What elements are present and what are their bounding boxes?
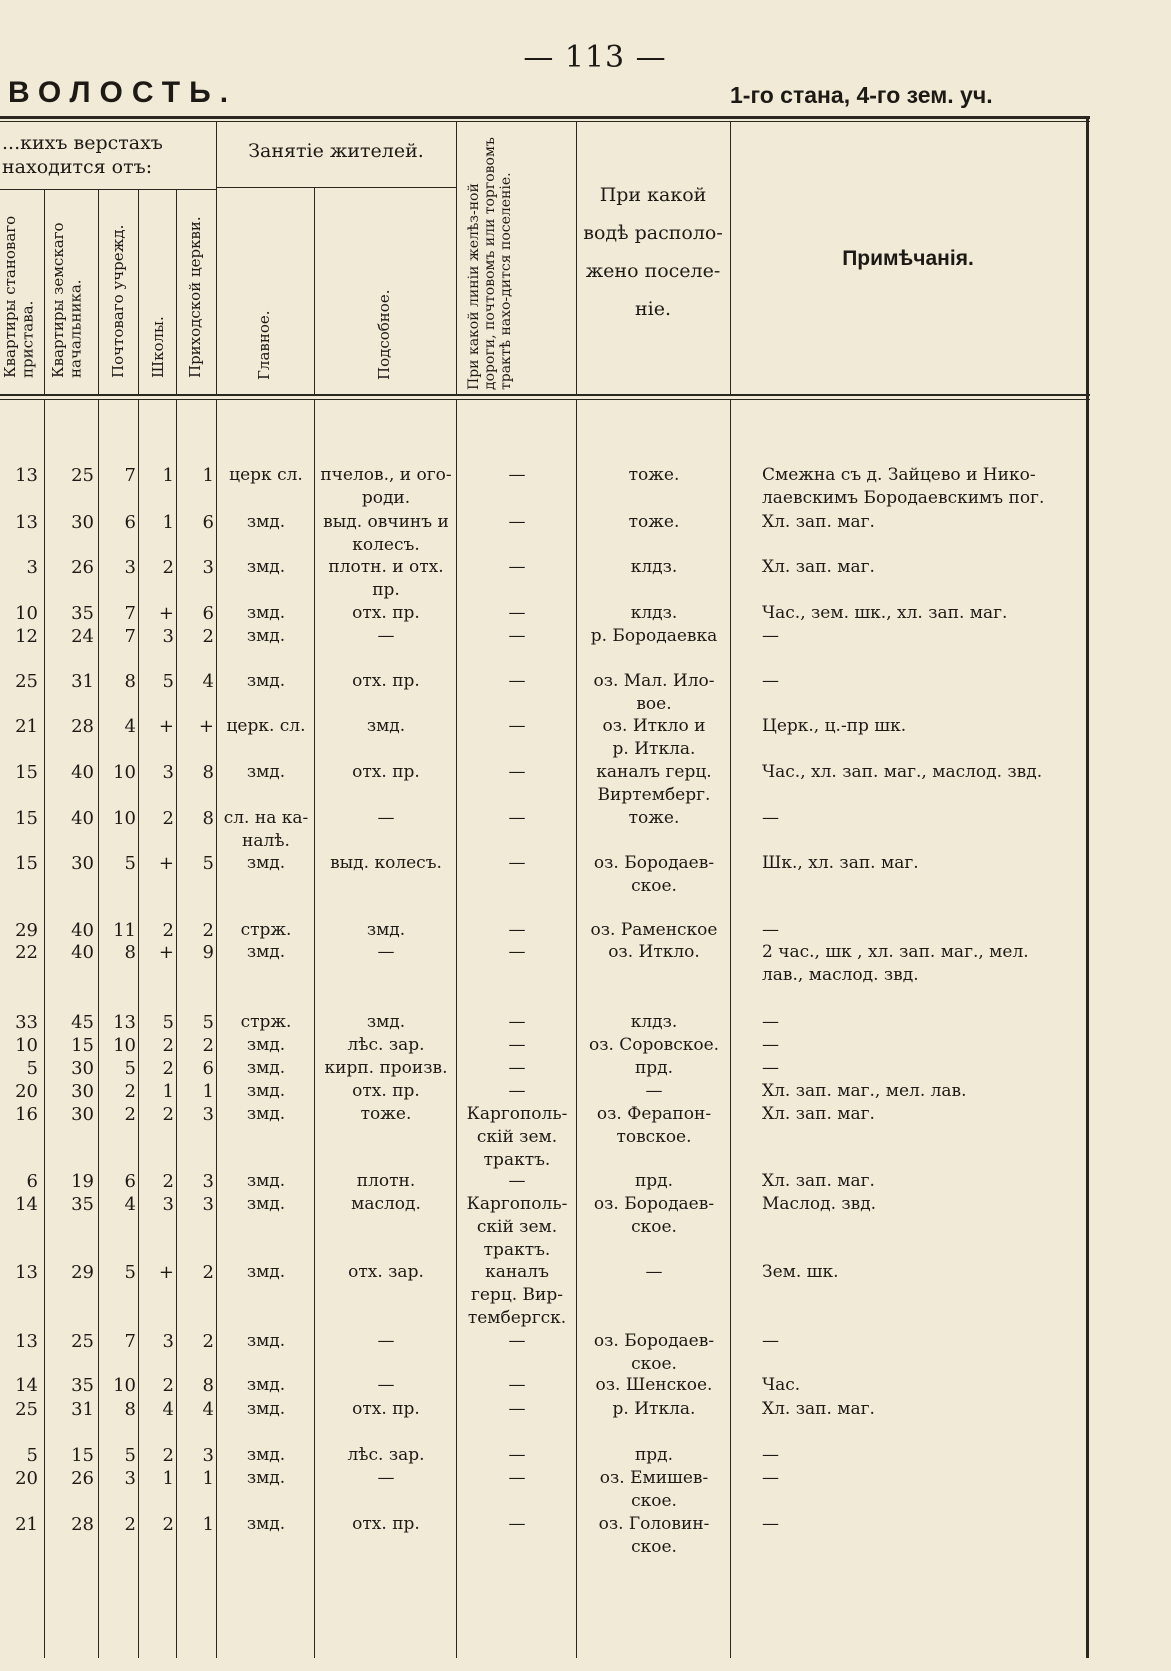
cell-zemsky: 40 — [71, 808, 94, 829]
cell-main: сл. на ка- — [223, 808, 309, 828]
cell-church: 8 — [202, 808, 214, 829]
cell-stanovoy: 10 — [15, 1035, 38, 1056]
cell-zemsky: 25 — [71, 1331, 94, 1352]
cell-water: р. Иткла. — [612, 739, 696, 759]
cell-postal: 5 — [124, 1262, 136, 1283]
cell-note: — — [762, 1331, 779, 1351]
cell-sec: отх. зар. — [348, 1262, 424, 1282]
cell-postal: 10 — [113, 762, 136, 783]
cell-water: тоже. — [628, 465, 680, 485]
cell-sec: плотн. и отх. — [328, 557, 444, 577]
cell-postal: 8 — [124, 1399, 136, 1420]
cell-note: — — [762, 808, 779, 828]
cell-sec: змд. — [366, 920, 406, 940]
cell-main: змд. — [246, 1081, 286, 1101]
cell-main: змд. — [246, 762, 286, 782]
cell-stanovoy: 13 — [15, 1331, 38, 1352]
cell-water: р. Иткла. — [612, 1399, 696, 1419]
cell-stanovoy: 21 — [15, 1514, 38, 1535]
cell-water: ское. — [631, 1354, 677, 1374]
cell-zemsky: 30 — [71, 1058, 94, 1079]
cell-water: р. Бородаевка — [590, 626, 718, 646]
cell-main: змд. — [246, 1445, 286, 1465]
cell-church: 3 — [202, 1104, 214, 1125]
cell-main: змд. — [246, 1514, 286, 1534]
cell-water: оз. Бородаев- — [593, 1331, 715, 1351]
cell-schools: 5 — [162, 1012, 174, 1033]
cell-church: 1 — [202, 1514, 214, 1535]
cell-schools: 4 — [162, 1399, 174, 1420]
cell-postal: 5 — [124, 1445, 136, 1466]
cell-schools: 2 — [162, 1445, 174, 1466]
cell-main: змд. — [246, 1194, 286, 1214]
cell-stanovoy: 15 — [15, 853, 38, 874]
cell-note: — — [762, 920, 779, 940]
cell-water: вое. — [636, 694, 672, 714]
cell-church: 2 — [202, 1331, 214, 1352]
cell-sec: змд. — [366, 1012, 406, 1032]
distance-group-header: ...кихъ верстахъ находится отъ: — [2, 132, 163, 178]
cell-road: скій зем. — [476, 1217, 558, 1237]
cell-church: 4 — [202, 671, 214, 692]
cell-road: — — [508, 557, 526, 577]
cell-water: оз. Бородаев- — [593, 1194, 715, 1214]
cell-postal: 3 — [124, 557, 136, 578]
cell-church: 6 — [202, 512, 214, 533]
cell-zemsky: 28 — [71, 716, 94, 737]
cell-church: 6 — [202, 603, 214, 624]
cell-note: Шк., хл. зап. маг. — [762, 853, 919, 873]
cell-road: — — [508, 1375, 526, 1395]
col-water: При какой водѣ располо-жено поселе-ніе. — [583, 184, 723, 320]
cell-road: — — [508, 671, 526, 691]
cell-stanovoy: 25 — [15, 671, 38, 692]
cell-note: Час., зем. шк., хл. зап. маг. — [762, 603, 1008, 623]
cell-water: ское. — [631, 1217, 677, 1237]
cell-church: 5 — [202, 1012, 214, 1033]
cell-schools: 2 — [162, 1375, 174, 1396]
cell-road: тембергск. — [467, 1308, 567, 1328]
cell-note: 2 час., шк , хл. зап. маг., мел. — [762, 942, 1029, 962]
cell-stanovoy: 20 — [15, 1081, 38, 1102]
cell-water: прд. — [634, 1058, 674, 1078]
cell-church: 3 — [202, 1171, 214, 1192]
cell-water: оз. Емишев- — [599, 1468, 709, 1488]
cell-zemsky: 40 — [71, 942, 94, 963]
cell-road: — — [508, 853, 526, 873]
cell-church: 9 — [202, 942, 214, 963]
cell-schools: 2 — [162, 1514, 174, 1535]
cell-church: 8 — [202, 1375, 214, 1396]
cell-note: — — [762, 671, 779, 691]
cell-road: — — [508, 716, 526, 736]
cell-postal: 8 — [124, 942, 136, 963]
cell-sec: выд. колесъ. — [330, 853, 442, 873]
cell-water: оз. Раменское — [590, 920, 718, 940]
cell-zemsky: 31 — [71, 1399, 94, 1420]
cell-stanovoy: 14 — [15, 1194, 38, 1215]
cell-sec: тоже. — [360, 1104, 412, 1124]
cell-stanovoy: 10 — [15, 603, 38, 624]
cell-water: тоже. — [628, 512, 680, 532]
cell-sec: кирп. произв. — [324, 1058, 448, 1078]
cell-road: Каргополь- — [466, 1194, 568, 1214]
cell-stanovoy: 14 — [15, 1375, 38, 1396]
cell-church: + — [198, 716, 214, 737]
cell-zemsky: 30 — [71, 1081, 94, 1102]
cell-note: — — [762, 1468, 779, 1488]
occupation-group-header: Занятіе жителей. — [248, 140, 424, 162]
cell-sec: колесъ. — [352, 535, 420, 555]
cell-schools: 3 — [162, 1331, 174, 1352]
col-zemsky: Квартиры земскаго начальника. — [49, 222, 85, 378]
cell-road: скій зем. — [476, 1127, 558, 1147]
cell-main: змд. — [246, 512, 286, 532]
cell-road: — — [508, 512, 526, 532]
cell-zemsky: 19 — [71, 1171, 94, 1192]
cell-postal: 7 — [124, 465, 136, 486]
cell-church: 4 — [202, 1399, 214, 1420]
cell-main: змд. — [246, 1104, 286, 1124]
cell-road: Каргополь- — [466, 1104, 568, 1124]
cell-note: Маслод. звд. — [762, 1194, 877, 1214]
cell-postal: 10 — [113, 1375, 136, 1396]
cell-sec: плотн. — [356, 1171, 416, 1191]
cell-main: змд. — [246, 557, 286, 577]
col-church: Приходской церкви. — [186, 216, 204, 378]
cell-note: Хл. зап. маг. — [762, 1171, 875, 1191]
cell-sec: пчелов., и ого- — [320, 465, 452, 485]
cell-road: — — [508, 1514, 526, 1534]
col-main: Главное. — [255, 310, 273, 380]
cell-road: — — [508, 1012, 526, 1032]
cell-sec: отх. пр. — [352, 1081, 420, 1101]
cell-schools: + — [158, 853, 174, 874]
cell-road: трактъ. — [483, 1150, 551, 1170]
cell-note: — — [762, 1012, 779, 1032]
col-postal: Почтоваго учрежд. — [109, 224, 127, 378]
cell-main: змд. — [246, 1468, 286, 1488]
cell-main: змд. — [246, 1171, 286, 1191]
cell-road: — — [508, 808, 526, 828]
cell-main: змд. — [246, 1399, 286, 1419]
cell-sec: отх. пр. — [352, 1514, 420, 1534]
cell-schools: + — [158, 1262, 174, 1283]
cell-schools: + — [158, 603, 174, 624]
cell-postal: 3 — [124, 1468, 136, 1489]
cell-postal: 4 — [124, 716, 136, 737]
cell-postal: 10 — [113, 1035, 136, 1056]
cell-note: — — [762, 626, 779, 646]
cell-postal: 7 — [124, 626, 136, 647]
cell-schools: 2 — [162, 557, 174, 578]
cell-sec: — — [377, 1468, 395, 1488]
cell-schools: + — [158, 716, 174, 737]
cell-sec: выд. овчинъ и — [323, 512, 449, 532]
cell-note: Церк., ц.-пр шк. — [762, 716, 907, 736]
cell-road: — — [508, 1058, 526, 1078]
col-stanovoy: Квартиры становаго пристава. — [1, 215, 37, 378]
cell-main: змд. — [246, 1331, 286, 1351]
cell-church: 1 — [202, 1468, 214, 1489]
cell-schools: 2 — [162, 1104, 174, 1125]
cell-postal: 4 — [124, 1194, 136, 1215]
cell-main: змд. — [246, 626, 286, 646]
cell-zemsky: 30 — [71, 1104, 94, 1125]
cell-church: 3 — [202, 1445, 214, 1466]
cell-water: — — [645, 1262, 663, 1282]
cell-water: оз. Иткло. — [608, 942, 700, 962]
cell-church: 3 — [202, 557, 214, 578]
cell-schools: 2 — [162, 920, 174, 941]
cell-note: — — [762, 1058, 779, 1078]
cell-water: клдз. — [630, 603, 678, 623]
cell-sec: маслод. — [351, 1194, 421, 1214]
cell-road: — — [508, 603, 526, 623]
cell-schools: 1 — [162, 1468, 174, 1489]
cell-stanovoy: 33 — [15, 1012, 38, 1033]
cell-water: оз. Соровское. — [588, 1035, 720, 1055]
cell-stanovoy: 13 — [15, 512, 38, 533]
cell-postal: 2 — [124, 1514, 136, 1535]
cell-church: 2 — [202, 920, 214, 941]
cell-stanovoy: 5 — [26, 1058, 38, 1079]
cell-church: 1 — [202, 465, 214, 486]
cell-postal: 11 — [113, 920, 136, 941]
cell-zemsky: 15 — [71, 1035, 94, 1056]
cell-water: оз. Иткло и — [602, 716, 706, 736]
cell-stanovoy: 21 — [15, 716, 38, 737]
cell-road: — — [508, 762, 526, 782]
cell-note: Хл. зап. маг., мел. лав. — [762, 1081, 967, 1101]
cell-sec: лѣс. зар. — [347, 1035, 425, 1055]
cell-stanovoy: 3 — [26, 557, 38, 578]
cell-main: змд. — [246, 671, 286, 691]
cell-postal: 6 — [124, 1171, 136, 1192]
cell-sec: роди. — [361, 488, 411, 508]
cell-main: змд. — [246, 1058, 286, 1078]
cell-stanovoy: 5 — [26, 1445, 38, 1466]
cell-stanovoy: 13 — [15, 465, 38, 486]
cell-postal: 2 — [124, 1081, 136, 1102]
cell-church: 2 — [202, 1035, 214, 1056]
col-schools: Школы. — [149, 316, 167, 378]
cell-note: — — [762, 1514, 779, 1534]
cell-note: Хл. зап. маг. — [762, 1104, 875, 1124]
cell-stanovoy: 22 — [15, 942, 38, 963]
col-road: При какой линіи желѣз-ной дороги, почтовомъ или торговомъ трактѣ нахо-дится поселеніе. — [466, 137, 515, 390]
cell-note: лав., маслод. звд. — [762, 965, 919, 985]
cell-water: оз. Головин- — [598, 1514, 710, 1534]
cell-zemsky: 40 — [71, 762, 94, 783]
cell-water: прд. — [634, 1171, 674, 1191]
cell-water: прд. — [634, 1445, 674, 1465]
cell-road: трактъ. — [483, 1240, 551, 1260]
cell-zemsky: 35 — [71, 603, 94, 624]
cell-road: — — [508, 1399, 526, 1419]
cell-sec: отх. пр. — [352, 762, 420, 782]
cell-church: 2 — [202, 1262, 214, 1283]
cell-postal: 5 — [124, 1058, 136, 1079]
col-secondary: Подсобное. — [375, 289, 393, 380]
cell-stanovoy: 6 — [26, 1171, 38, 1192]
cell-schools: 5 — [162, 671, 174, 692]
cell-zemsky: 30 — [71, 512, 94, 533]
cell-road: каналъ — [485, 1262, 549, 1282]
cell-stanovoy: 16 — [15, 1104, 38, 1125]
cell-postal: 8 — [124, 671, 136, 692]
cell-road: — — [508, 920, 526, 940]
cell-water: оз. Бородаев- — [593, 853, 715, 873]
cell-postal: 2 — [124, 1104, 136, 1125]
cell-stanovoy: 12 — [15, 626, 38, 647]
cell-postal: 5 — [124, 853, 136, 874]
cell-zemsky: 25 — [71, 465, 94, 486]
cell-road: — — [508, 465, 526, 485]
cell-note: Хл. зап. маг. — [762, 1399, 875, 1419]
cell-sec: лѣс. зар. — [347, 1445, 425, 1465]
cell-schools: 2 — [162, 1171, 174, 1192]
cell-sec: отх. пр. — [352, 671, 420, 691]
cell-postal: 13 — [113, 1012, 136, 1033]
cell-zemsky: 26 — [71, 1468, 94, 1489]
cell-water: товское. — [616, 1127, 692, 1147]
cell-water: клдз. — [630, 557, 678, 577]
cell-water: клдз. — [630, 1012, 678, 1032]
cell-water: оз. Мал. Ило- — [593, 671, 715, 691]
col-notes: Примѣчанія. — [842, 247, 974, 270]
cell-water: Виртемберг. — [597, 785, 711, 805]
cell-schools: 3 — [162, 626, 174, 647]
cell-postal: 7 — [124, 603, 136, 624]
cell-postal: 6 — [124, 512, 136, 533]
cell-main: змд. — [246, 603, 286, 623]
cell-schools: 1 — [162, 512, 174, 533]
cell-schools: 1 — [162, 1081, 174, 1102]
cell-stanovoy: 29 — [15, 920, 38, 941]
cell-stanovoy: 20 — [15, 1468, 38, 1489]
cell-schools: + — [158, 942, 174, 963]
cell-zemsky: 40 — [71, 920, 94, 941]
cell-schools: 2 — [162, 1035, 174, 1056]
cell-main: церк сл. — [229, 465, 303, 485]
cell-sec: — — [377, 808, 395, 828]
cell-water: тоже. — [628, 808, 680, 828]
cell-zemsky: 45 — [71, 1012, 94, 1033]
cell-water: оз. Ферапон- — [596, 1104, 712, 1124]
cell-road: — — [508, 1468, 526, 1488]
cell-road: герц. Вир- — [470, 1285, 564, 1305]
cell-church: 6 — [202, 1058, 214, 1079]
cell-main: змд. — [246, 1375, 286, 1395]
cell-note: Хл. зап. маг. — [762, 557, 875, 577]
cell-zemsky: 35 — [71, 1194, 94, 1215]
cell-sec: — — [377, 1375, 395, 1395]
cell-sec: отх. пр. — [352, 603, 420, 623]
cell-church: 2 — [202, 626, 214, 647]
cell-water: ское. — [631, 1537, 677, 1557]
cell-sec: отх. пр. — [352, 1399, 420, 1419]
cell-church: 8 — [202, 762, 214, 783]
cell-main: налѣ. — [242, 831, 290, 851]
cell-church: 1 — [202, 1081, 214, 1102]
cell-note: — — [762, 1445, 779, 1465]
cell-schools: 1 — [162, 465, 174, 486]
cell-sec: змд. — [366, 716, 406, 736]
cell-water: каналъ герц. — [596, 762, 712, 782]
cell-sec: пр. — [372, 580, 400, 600]
cell-zemsky: 29 — [71, 1262, 94, 1283]
cell-water: — — [645, 1081, 663, 1101]
cell-zemsky: 35 — [71, 1375, 94, 1396]
cell-note: Час. — [762, 1375, 801, 1395]
cell-church: 3 — [202, 1194, 214, 1215]
cell-note: Час., хл. зап. маг., маслод. звд. — [762, 762, 1043, 782]
cell-road: — — [508, 942, 526, 962]
cell-stanovoy: 15 — [15, 762, 38, 783]
cell-water: оз. Шенское. — [595, 1375, 713, 1395]
cell-main: змд. — [246, 1262, 286, 1282]
cell-sec: — — [377, 1331, 395, 1351]
cell-main: змд. — [246, 853, 286, 873]
cell-zemsky: 30 — [71, 853, 94, 874]
cell-road: — — [508, 1331, 526, 1351]
cell-main: змд. — [246, 1035, 286, 1055]
cell-zemsky: 15 — [71, 1445, 94, 1466]
cell-road: — — [508, 1445, 526, 1465]
volost-title: ВОЛОСТЬ. — [8, 76, 238, 109]
cell-note: Смежна съ д. Зайцево и Нико- — [762, 465, 1036, 485]
cell-note: лаевскимъ Бородаевскимъ пог. — [762, 488, 1045, 508]
cell-zemsky: 28 — [71, 1514, 94, 1535]
cell-stanovoy: 15 — [15, 808, 38, 829]
cell-schools: 2 — [162, 808, 174, 829]
cell-water: ское. — [631, 876, 677, 896]
cell-road: — — [508, 1171, 526, 1191]
cell-zemsky: 26 — [71, 557, 94, 578]
cell-road: — — [508, 1035, 526, 1055]
cell-schools: 3 — [162, 1194, 174, 1215]
cell-note: Зем. шк. — [762, 1262, 839, 1282]
cell-road: — — [508, 626, 526, 646]
cell-schools: 3 — [162, 762, 174, 783]
cell-sec: — — [377, 942, 395, 962]
cell-main: змд. — [246, 942, 286, 962]
cell-postal: 7 — [124, 1331, 136, 1352]
cell-schools: 2 — [162, 1058, 174, 1079]
cell-church: 5 — [202, 853, 214, 874]
cell-note: — — [762, 1035, 779, 1055]
cell-zemsky: 24 — [71, 626, 94, 647]
cell-main: стрж. — [240, 920, 292, 940]
page-number: — 113 — — [523, 40, 667, 75]
cell-zemsky: 31 — [71, 671, 94, 692]
stan-info: 1-го стана, 4-го зем. уч. — [730, 82, 993, 108]
cell-postal: 10 — [113, 808, 136, 829]
cell-note: Хл. зап. маг. — [762, 512, 875, 532]
cell-stanovoy: 13 — [15, 1262, 38, 1283]
cell-road: — — [508, 1081, 526, 1101]
cell-main: стрж. — [240, 1012, 292, 1032]
cell-water: ское. — [631, 1491, 677, 1511]
cell-stanovoy: 25 — [15, 1399, 38, 1420]
cell-sec: — — [377, 626, 395, 646]
cell-main: церк. сл. — [226, 716, 306, 736]
